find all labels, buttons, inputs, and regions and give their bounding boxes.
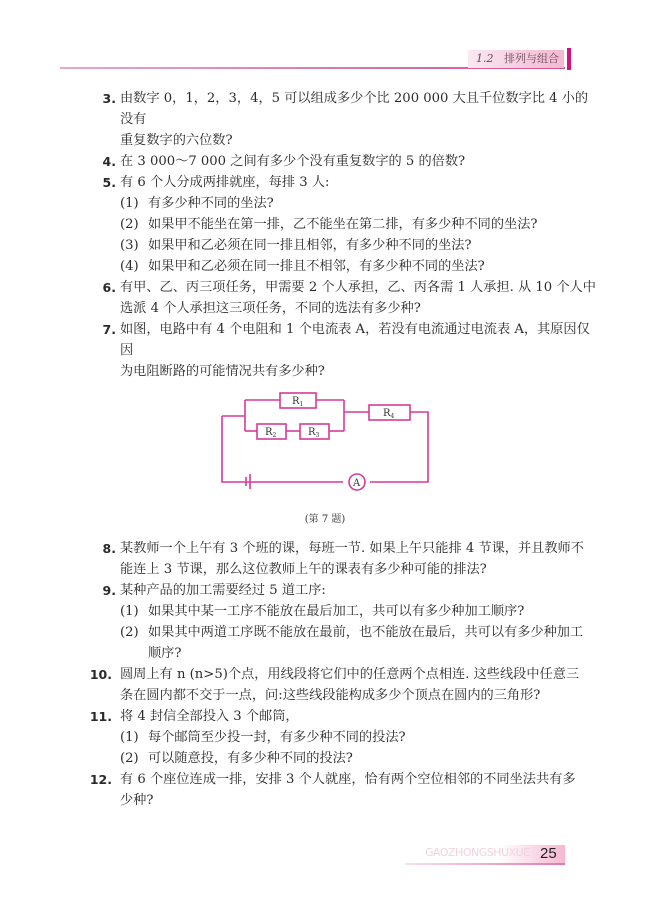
figure-caption: (第 7 题) xyxy=(304,514,346,525)
subquestion-text: 如果甲不能坐在第一排，乙不能坐在第二排，有多少种不同的坐法? xyxy=(148,217,538,232)
page-number: 25 xyxy=(540,845,557,862)
question-8 xyxy=(98,538,598,580)
question-number: 10. xyxy=(89,667,112,682)
section-title: 排列与组合 xyxy=(504,52,559,65)
question-12 xyxy=(89,769,598,811)
question-text: 将 4 封信全部投入 3 个邮筒， xyxy=(120,709,299,724)
ammeter-label: A xyxy=(353,478,361,489)
exercise-list xyxy=(89,88,598,811)
section-number: 1.2 xyxy=(476,52,494,65)
question-text: 圆周上有 n (n>5)个点，用线段将它们中的任意两个点相连. 这些线段中任意三 xyxy=(120,667,580,682)
subquestion-label: (2) xyxy=(120,751,139,766)
subquestion-text: 可以随意投，有多少种不同的投法? xyxy=(148,751,353,766)
question-text: 有 6 个人分成两排就座，每排 3 人: xyxy=(120,175,330,190)
question-number: 11. xyxy=(89,709,112,724)
question-number: 5. xyxy=(102,175,116,190)
resistor-r1-label: $R_1$ xyxy=(292,396,304,408)
question-number: 3. xyxy=(102,91,116,106)
circuit-svg xyxy=(0,382,650,502)
question-text: 重复数字的六位数? xyxy=(120,133,233,148)
section-header xyxy=(468,50,564,68)
footer-rule xyxy=(405,863,565,865)
question-number: 7. xyxy=(102,322,116,337)
question-text: 由数字 0，1，2，3，4，5 可以组成多少个比 200 000 大且千位数字比 4 小的没有 xyxy=(120,91,589,127)
question-9 xyxy=(98,580,598,664)
subquestion-text: 每个邮筒至少投一封，有多少种不同的投法? xyxy=(148,730,406,745)
question-number: 12. xyxy=(89,772,112,787)
subquestion-label: (3) xyxy=(120,238,139,253)
resistor-r2-label: $R_2$ xyxy=(265,427,277,439)
subquestion-text: 如果其中某一工序不能放在最后加工，共可以有多少种加工顺序? xyxy=(148,604,525,619)
question-text: 为电阻断路的可能情况共有多少种? xyxy=(120,364,325,379)
circuit-diagram xyxy=(0,382,650,502)
subquestion-label: (1) xyxy=(120,730,139,745)
header-accent-bar xyxy=(567,48,571,70)
question-text: 条在圆内都不交于一点，问:这些线段能构成多少个顶点在圆内的三角形? xyxy=(120,688,541,703)
question-text: 某教师一个上午有 3 个班的课，每班一节. 如果上午只能排 4 节课，并且教师不 xyxy=(120,541,584,556)
footer-brand: GAOZHONGSHUXUE xyxy=(425,846,530,859)
question-6 xyxy=(98,277,598,319)
subquestion-text: 顺序? xyxy=(148,646,182,661)
subquestion-label: (2) xyxy=(120,217,139,232)
question-text: 有甲、乙、丙三项任务，甲需要 2 个人承担，乙、丙各需 1 人承担. 从 10 个人中 xyxy=(120,280,596,295)
question-number: 4. xyxy=(102,154,116,169)
subquestion-text: 有多少种不同的坐法? xyxy=(148,196,274,211)
question-text: 选派 4 个人承担这三项任务，不同的选法有多少种? xyxy=(120,301,421,316)
question-number: 8. xyxy=(102,541,116,556)
question-11 xyxy=(89,706,598,769)
question-5 xyxy=(98,172,598,277)
subquestion-label: (2) xyxy=(120,625,139,640)
question-text: 能连上 3 节课，那么这位教师上午的课表有多少种可能的排法? xyxy=(120,562,487,577)
question-text: 如图，电路中有 4 个电阻和 1 个电流表 A，若没有电流通过电流表 A，其原因仅因 xyxy=(120,322,590,358)
question-number: 9. xyxy=(102,583,116,598)
question-text: 某种产品的加工需要经过 5 道工序: xyxy=(120,583,326,598)
question-4 xyxy=(98,151,598,172)
subquestion-label: (1) xyxy=(120,604,139,619)
subquestion-label: (4) xyxy=(120,259,139,274)
question-7 xyxy=(98,319,598,382)
resistor-r4-label: $R_4$ xyxy=(383,408,395,420)
subquestion-label: (1) xyxy=(120,196,139,211)
subquestion-text: 如果甲和乙必须在同一排且不相邻，有多少种不同的坐法? xyxy=(148,259,485,274)
question-3 xyxy=(98,88,598,151)
resistor-r3-label: $R_3$ xyxy=(308,427,320,439)
subquestion-text: 如果甲和乙必须在同一排且相邻，有多少种不同的坐法? xyxy=(148,238,472,253)
question-text: 在 3 000～7 000 之间有多少个没有重复数字的 5 的倍数? xyxy=(120,154,466,169)
question-10 xyxy=(89,664,598,706)
subquestion-text: 如果其中两道工序既不能放在最前，也不能放在最后，共可以有多少种加工 xyxy=(148,625,584,640)
question-number: 6. xyxy=(102,280,116,295)
question-text: 有 6 个座位连成一排，安排 3 个人就座，恰有两个空位相邻的不同坐法共有多 xyxy=(120,772,576,787)
question-text: 少种? xyxy=(120,793,154,808)
